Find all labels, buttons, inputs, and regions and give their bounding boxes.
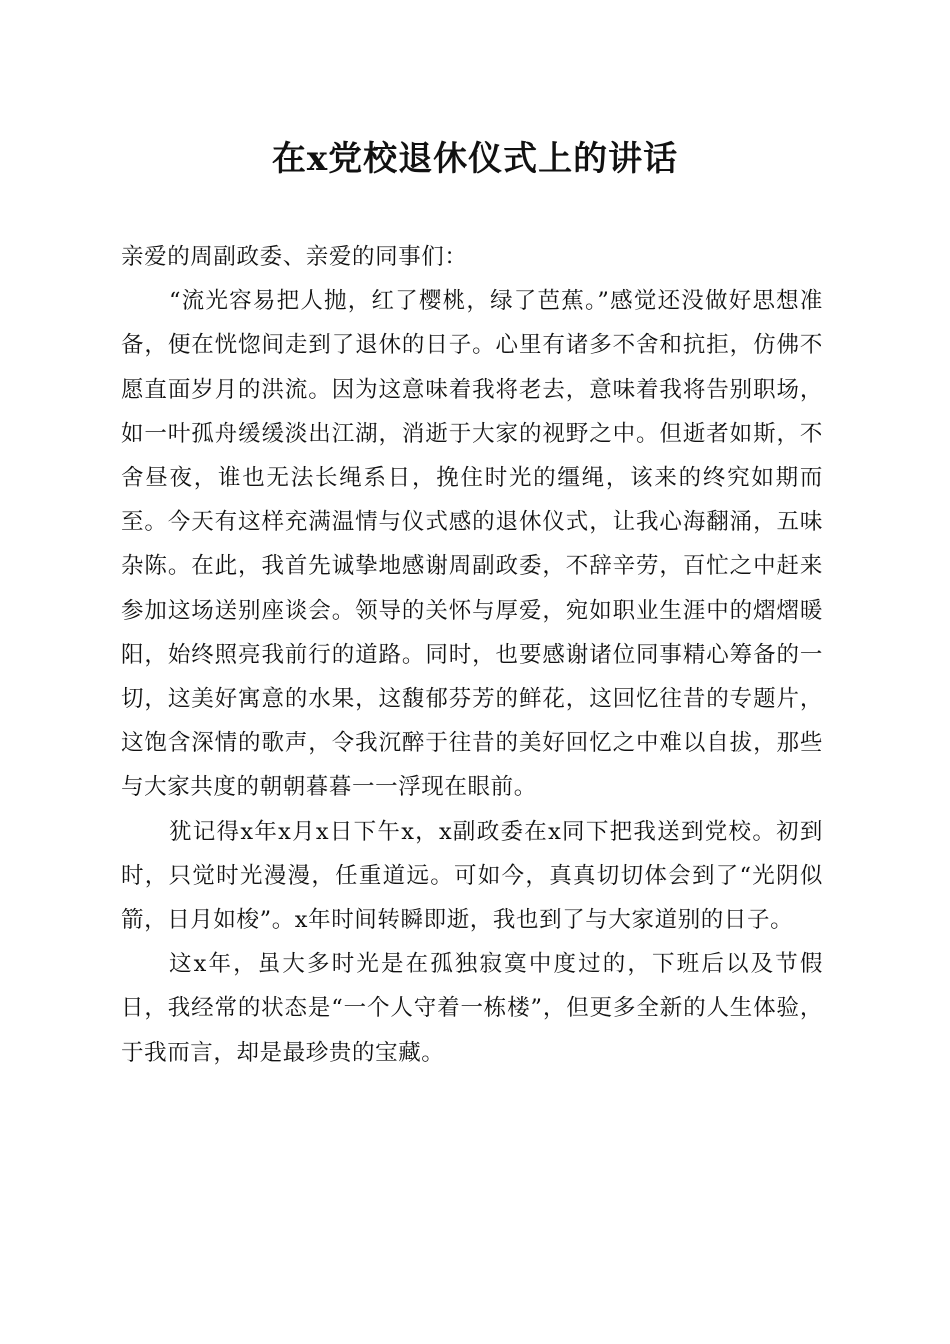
document-body [121,235,823,1075]
paragraph-1: “流光容易把人抛，红了樱桃，绿了芭蕉。”感觉还没做好思想准备，便在恍惚间走到了退休的日子。心里有诸多不舍和抗拒，仿佛不愿直面岁月的洪流。因为这意味着我将老去，意味着我将告别职场，如一叶孤舟缓缓淡出江湖，消逝于大家的视野之中。但逝者如斯，不舍昼夜，谁也无法长绳系日，挽住时光的缰绳，该来的终究如期而至。今天有这样充满温情与仪式感的退休仪式，让我心海翻涌，五味杂陈。在此，我首先诚挚地感谢周副政委，不辞辛劳，百忙之中赶来参加这场送别座谈会。领导的关怀与厚爱，宛如职业生涯中的熠熠暖阳，始终照亮我前行的道路。同时，也要感谢诸位同事精心筹备的一切，这美好寓意的水果，这馥郁芬芳的鲜花，这回忆往昔的专题片，这饱含深情的歌声，令我沉醉于往昔的美好回忆之中难以自拔，那些与大家共度的朝朝暮暮一一浮现在眼前。 [121,288,823,801]
paragraph-2: 犹记得x年x月x日下午x，x副政委在x同下把我送到党校。初到时，只觉时光漫漫，任重道远。可如今，真真切切体会到了“光阴似箭，日月如梭”。x年时间转瞬即逝，我也到了与大家道别的日子。 [121,818,823,934]
salutation: 亲爱的周副政委、亲爱的同事们： [121,244,468,270]
paragraph-3: 这x年，虽大多时光是在孤独寂寞中度过的，下班后以及节假日，我经常的状态是“一个人守着一栋楼”，但更多全新的人生体验，于我而言，却是最珍贵的宝藏。 [121,951,823,1066]
document-title: 在x党校退休仪式上的讲话 [271,139,679,179]
